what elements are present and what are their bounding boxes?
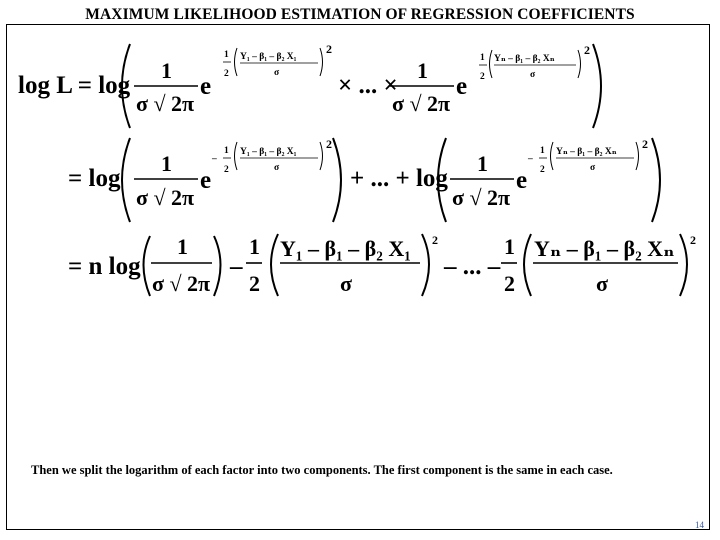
left-paren [122,138,130,222]
lhs-logL: log L = log [18,72,131,99]
exponent-two-n: 2 [540,165,545,175]
fraction-denominator-n: σ √ 2π [392,91,451,116]
fraction-numerator: 1 [161,151,172,176]
slide-title: MAXIMUM LIKELIHOOD ESTIMATION OF REGRESSION COEFFICIENTS [85,6,635,23]
half-denominator: 2 [249,271,260,296]
fraction-denominator: σ √ 2π [136,185,195,210]
exponent-one: 1 [224,146,229,156]
exponent-denominator-n: σ [530,70,536,80]
exponent-right-paren [320,142,323,170]
page-number: 14 [695,520,704,530]
term-left-paren [271,234,278,296]
half-numerator-n: 1 [504,234,515,259]
exponent-square: 2 [326,137,332,151]
term-left-paren-n [524,234,531,296]
term-denominator-n: σ [596,271,608,296]
exponent-numerator: Y₁ – β₁ – β₂ X₁ [240,52,297,62]
exponent-two-n: 2 [480,72,485,82]
lhs-equals-log: = log [68,165,121,192]
product-dots: × ... × [338,72,398,99]
minus-dots: – ... – [444,253,501,280]
exponent-one-n: 1 [540,146,545,156]
term-square: 2 [432,233,438,247]
term-right-paren [422,234,429,296]
exponent-left-paren-n [551,142,554,170]
term-right-paren-n [680,234,687,296]
exponent-minus-n: – [528,154,533,164]
exponent-minus: – [212,154,217,164]
right-paren [214,236,221,296]
euler-e: e [200,73,212,100]
exponent-left-paren-n [490,50,493,78]
fraction-numerator-n: 1 [417,58,428,83]
fraction-denominator-n: σ √ 2π [452,185,511,210]
exponent-denominator: σ [274,68,280,78]
right-paren [593,44,601,128]
half-numerator: 1 [249,234,260,259]
exponent-denominator: σ [274,163,280,173]
left-paren [144,236,151,296]
euler-e-n: e [516,167,528,194]
exponent-numerator-n: Yₙ – β₁ – β₂ Xₙ [494,54,555,64]
right-paren [333,138,341,222]
exponent-left-paren [235,142,238,170]
exponent-two: 2 [224,69,229,79]
fraction-numerator-n: 1 [477,151,488,176]
caption-text: Then we split the logarithm of each factor into two components. The first component is the same in each case. [31,463,613,477]
term-square-n: 2 [690,233,696,247]
exponent-square-n: 2 [584,43,590,57]
right-paren-n [652,138,660,222]
exponent-square: 2 [326,42,332,56]
euler-e: e [200,167,212,194]
exponent-right-paren-n [636,142,639,170]
term-denominator: σ [340,271,352,296]
exponent-numerator-n: Yₙ – β₁ – β₂ Xₙ [556,147,617,157]
euler-e-n: e [456,73,468,100]
lhs-n-log: = n log [68,253,141,280]
minus-sign: – [230,253,243,280]
exponent-left-paren [235,48,238,76]
exponent-one-n: 1 [480,53,485,63]
fraction-numerator: 1 [161,58,172,83]
term-numerator-n: Yₙ – β₁ – β₂ Xₙ [534,236,675,261]
exponent-square-n: 2 [642,137,648,151]
exponent-two: 2 [224,165,229,175]
exponent-right-paren [320,48,323,76]
fraction-denominator: σ √ 2π [152,271,211,296]
fraction-numerator: 1 [177,234,188,259]
equation-line-3 [68,233,696,296]
half-denominator-n: 2 [504,271,515,296]
equation-line-1 [18,42,601,128]
term-numerator: Y₁ – β₁ – β₂ X₁ [280,236,411,261]
exponent-right-paren-n [578,50,581,78]
equation-line-2 [68,137,660,222]
exponent-numerator: Y₁ – β₁ – β₂ X₁ [240,147,297,157]
exponent-one: 1 [224,50,229,60]
sum-dots-log: + ... + log [350,165,448,192]
fraction-denominator: σ √ 2π [136,91,195,116]
exponent-denominator-n: σ [590,163,596,173]
